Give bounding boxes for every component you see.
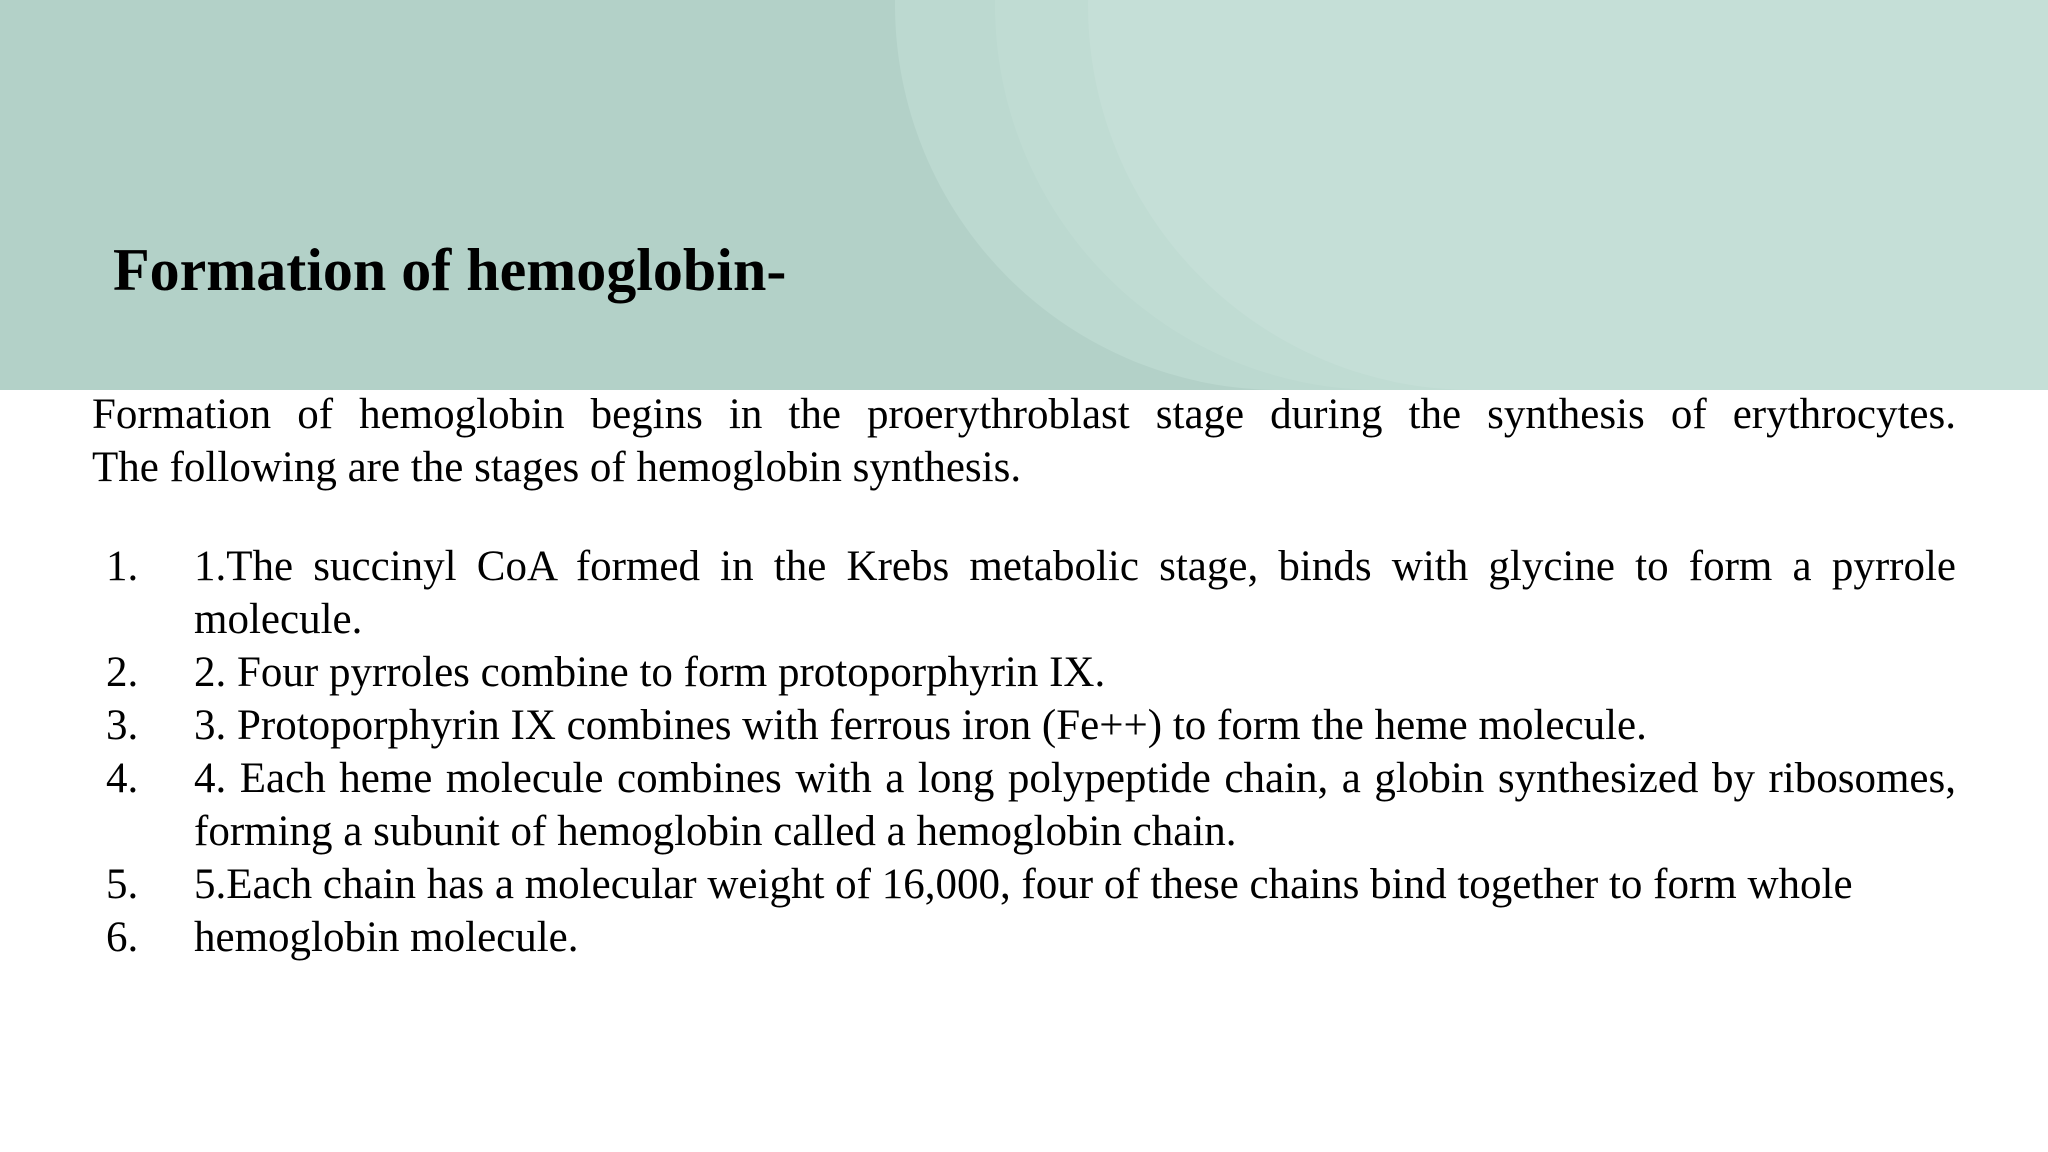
list-item — [92, 911, 1956, 964]
intro-paragraph — [92, 388, 1956, 494]
list-item-text: 3. Protoporphyrin IX combines with ferrous iron (Fe++) to form the heme molecule. — [194, 702, 1647, 749]
list-item-number: 5. — [106, 861, 139, 908]
intro-line: Formation of hemoglobin begins in the proerythroblast stage during the synthesis of erythrocytes. — [92, 391, 1956, 438]
list-item — [92, 752, 1956, 858]
list-item — [92, 540, 1956, 646]
list-item — [92, 858, 1956, 911]
list-item — [92, 699, 1956, 752]
intro-line: The following are the stages of hemoglobin synthesis. — [92, 444, 1022, 491]
list-item-number: 2. — [106, 649, 139, 696]
slide-title: Formation of hemoglobin- — [113, 237, 787, 303]
list-item-text: 2. Four pyrroles combine to form protoporphyrin IX. — [194, 649, 1106, 696]
steps-list — [92, 540, 1956, 964]
list-item-text: 5.Each chain has a molecular weight of 16,000, four of these chains bind together to form whole — [194, 861, 1853, 908]
list-item-text: 4. Each heme molecule combines with a long polypeptide chain, a globin synthesized by ribosomes, forming a subunit of hemoglobin called a hemoglobin chain. — [194, 755, 1956, 855]
list-item-text: hemoglobin molecule. — [194, 914, 579, 961]
list-item-text: 1.The succinyl CoA formed in the Krebs metabolic stage, binds with glycine to form a pyrrole molecule. — [194, 543, 1956, 643]
list-item-number: 1. — [106, 543, 139, 590]
list-item-number: 3. — [106, 702, 139, 749]
list-item-number: 4. — [106, 755, 139, 802]
list-item — [92, 646, 1956, 699]
header-band — [0, 0, 2048, 390]
list-item-number: 6. — [106, 914, 139, 961]
